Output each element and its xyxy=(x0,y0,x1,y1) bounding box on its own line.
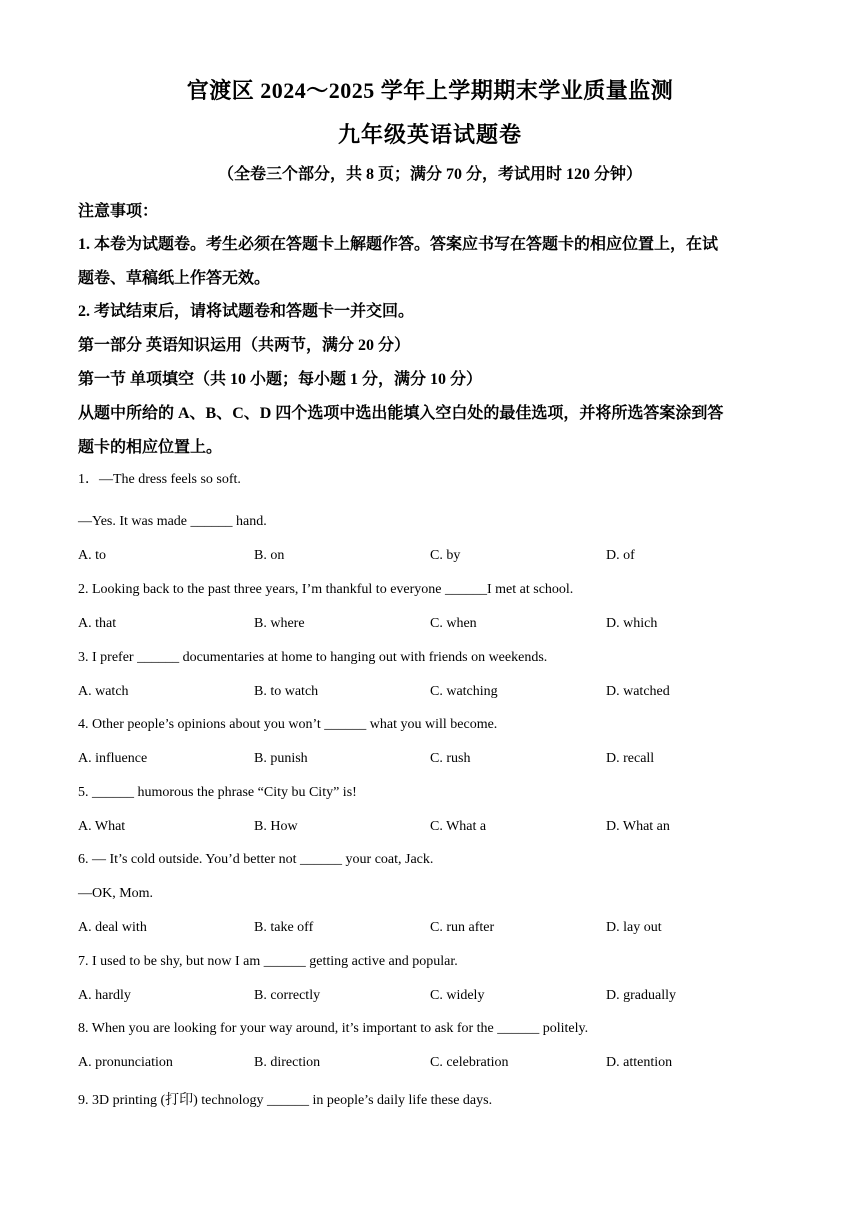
question-3-option-a: A. watch xyxy=(78,684,129,699)
question-6-option-d: D. lay out xyxy=(606,920,662,935)
question-1-option-d: D. of xyxy=(606,548,635,563)
question-5-option-d: D. What an xyxy=(606,819,670,834)
note-item-1: 1. 本卷为试题卷。考生必须在答题卡上解题作答。答案应书写在答题卡的相应位置上，在试 xyxy=(78,236,719,253)
question-1-option-b: B. on xyxy=(254,548,285,563)
question-4-stem: 4. Other people’s opinions about you won’t ______ what you will become. xyxy=(78,717,498,732)
question-4-option-d: D. recall xyxy=(606,751,655,766)
question-2-option-d: D. which xyxy=(606,616,658,631)
question-6-option-a: A. deal with xyxy=(78,920,147,935)
question-6-reply: —OK, Mom. xyxy=(78,886,154,901)
question-5-stem: 5. ______ humorous the phrase “City bu City” is! xyxy=(78,785,357,800)
question-5-option-c: C. What a xyxy=(430,819,487,834)
question-7-option-d: D. gradually xyxy=(606,988,676,1003)
question-3-option-c: C. watching xyxy=(430,684,498,699)
question-2-option-b: B. where xyxy=(254,616,305,631)
exam-subject-title: 九年级英语试题卷 xyxy=(337,122,522,147)
question-9-stem: 9. 3D printing (打印) technology ______ in people’s daily life these days. xyxy=(78,1093,493,1108)
question-1-option-c: C. by xyxy=(430,548,461,563)
question-2-option-c: C. when xyxy=(430,616,477,631)
question-2-stem: 2. Looking back to the past three years, I’m thankful to everyone ______I met at school. xyxy=(78,582,574,597)
question-2-option-a: A. that xyxy=(78,616,117,631)
instruction-text-cont: 题卡的相应位置上。 xyxy=(78,439,223,456)
question-7-stem: 7. I used to be shy, but now I am ______ getting active and popular. xyxy=(78,954,458,969)
question-3-stem: 3. I prefer ______ documentaries at home to hanging out with friends on weekends. xyxy=(78,650,548,665)
note-item-1-cont: 题卷、草稿纸上作答无效。 xyxy=(78,270,271,287)
question-7-option-a: A. hardly xyxy=(78,988,131,1003)
question-6-stem: 6. — It’s cold outside. You’d better not ______ your coat, Jack. xyxy=(78,852,434,867)
question-8-stem: 8. When you are looking for your way around, it’s important to ask for the ______ politely. xyxy=(78,1021,589,1036)
question-8-option-b: B. direction xyxy=(254,1055,321,1070)
question-7-option-b: B. correctly xyxy=(254,988,321,1003)
question-6-option-b: B. take off xyxy=(254,920,314,935)
exam-subtitle: （全卷三个部分，共 8 页；满分 70 分，考试用时 120 分钟） xyxy=(217,166,642,183)
question-1-stem: 1．—The dress feels so soft. xyxy=(78,472,241,487)
question-5-option-a: A. What xyxy=(78,819,126,834)
question-4-option-a: A. influence xyxy=(78,751,148,766)
question-5-option-b: B. How xyxy=(254,819,298,834)
part-heading: 第一部分 英语知识运用（共两节，满分 20 分） xyxy=(78,337,411,354)
question-4-option-b: B. punish xyxy=(254,751,308,766)
question-4-option-c: C. rush xyxy=(430,751,471,766)
exam-title: 官渡区 2024～2025 学年上学期期末学业质量监测 xyxy=(186,78,674,103)
note-item-2: 2. 考试结束后，请将试题卷和答题卡一并交回。 xyxy=(78,303,415,320)
question-1-option-a: A. to xyxy=(78,548,106,563)
notes-heading: 注意事项： xyxy=(78,203,159,220)
section-heading: 第一节 单项填空（共 10 小题；每小题 1 分，满分 10 分） xyxy=(78,371,483,388)
question-8-option-d: D. attention xyxy=(606,1055,673,1070)
question-1-reply: —Yes. It was made ______ hand. xyxy=(78,514,267,529)
question-8-option-c: C. celebration xyxy=(430,1055,509,1070)
question-3-option-b: B. to watch xyxy=(254,684,319,699)
question-8-option-a: A. pronunciation xyxy=(78,1055,173,1070)
question-6-option-c: C. run after xyxy=(430,920,495,935)
instruction-text: 从题中所给的 A、B、C、D 四个选项中选出能填入空白处的最佳选项，并将所选答案涂到答 xyxy=(78,405,724,422)
question-3-option-d: D. watched xyxy=(606,684,670,699)
question-7-option-c: C. widely xyxy=(430,988,485,1003)
